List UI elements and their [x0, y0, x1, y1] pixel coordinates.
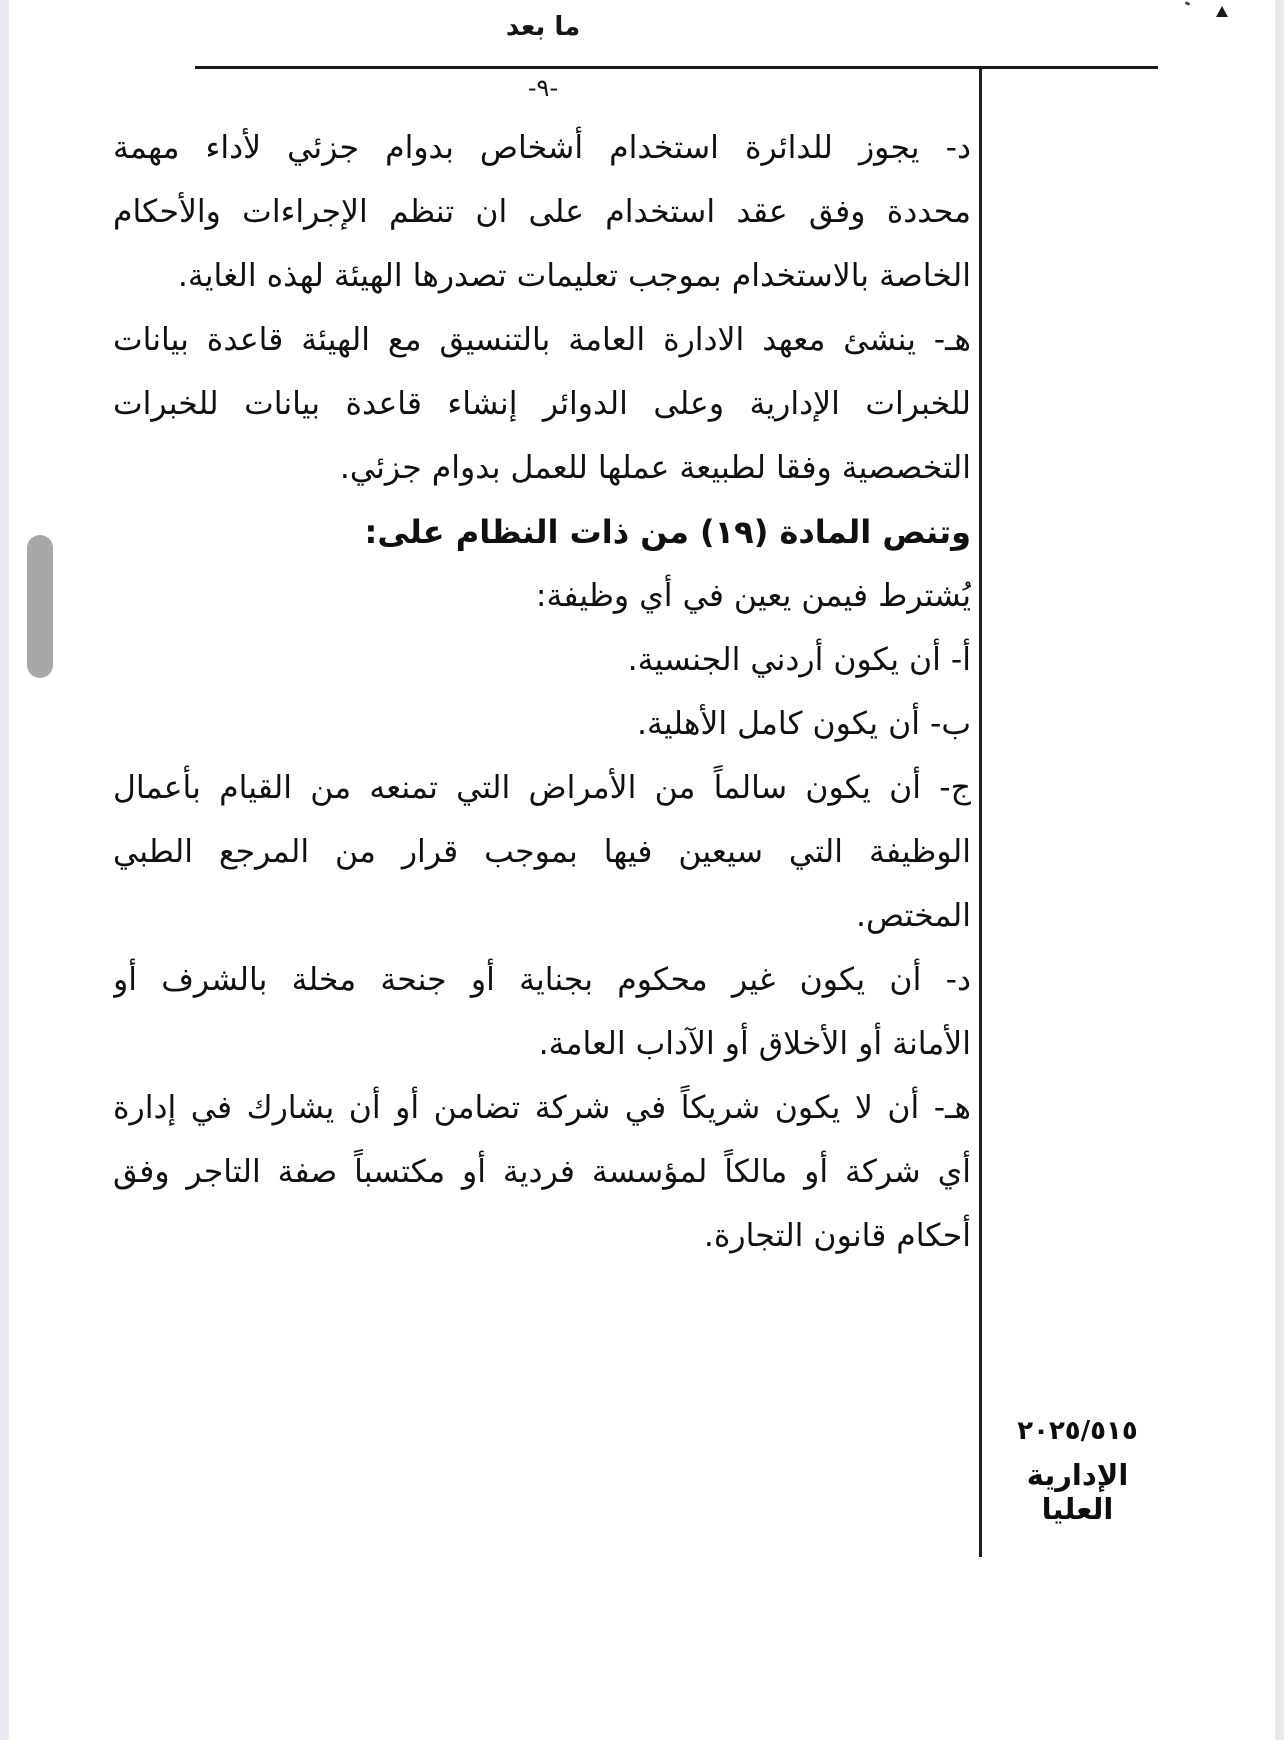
text-line: ج- أن يكون سالماً من الأمراض التي تمنعه من القيام بأعمال	[113, 770, 971, 806]
margin-rule	[979, 67, 982, 1557]
text-line: محددة وفق عقد استخدام على ان تنظم الإجراءات والأحكام	[113, 194, 971, 230]
scan-artifact-triangle	[1216, 6, 1228, 17]
header-rule	[195, 66, 1158, 69]
body-text	[113, 116, 971, 1268]
scan-artifact-dot	[1185, 1, 1191, 6]
page-number: -٩-	[527, 74, 559, 102]
scrollbar-thumb[interactable]	[27, 535, 53, 678]
text-line: هـ- ينشئ معهد الادارة العامة بالتنسيق مع الهيئة قاعدة بيانات	[113, 322, 971, 358]
text-line: د- يجوز للدائرة استخدام أشخاص بدوام جزئي لأداء مهمة	[113, 130, 971, 166]
text-line: يُشترط فيمن يعين في أي وظيفة:	[535, 578, 971, 614]
text-line: التخصصية وفقا لطبيعة عملها للعمل بدوام جزئي.	[339, 450, 971, 486]
article-heading: وتنص المادة (١٩) من ذات النظام على:	[364, 513, 971, 551]
text-line: د- أن يكون غير محكوم بجناية أو جنحة مخلة بالشرف أو	[113, 962, 971, 998]
text-line: الأمانة أو الأخلاق أو الآداب العامة.	[538, 1026, 971, 1062]
text-line: للخبرات الإدارية وعلى الدوائر إنشاء قاعدة بيانات للخبرات	[113, 386, 971, 422]
text-line: الخاصة بالاستخدام بموجب تعليمات تصدرها الهيئة لهذه الغاية.	[177, 258, 971, 294]
court-name-stamp: الإدارية العليا	[1026, 1458, 1129, 1526]
text-line: أحكام قانون التجارة.	[703, 1218, 971, 1254]
text-line: ب- أن يكون كامل الأهلية.	[636, 706, 971, 742]
text-line: المختص.	[855, 898, 971, 934]
page-edge-left	[0, 0, 9, 1740]
text-line: أ- أن يكون أردني الجنسية.	[627, 642, 971, 678]
case-number-stamp: ٢٠٢٥/٥١٥	[1017, 1416, 1138, 1446]
header-note: ما بعد	[505, 12, 581, 42]
page-edge-right	[1275, 0, 1284, 1740]
text-line: الوظيفة التي سيعين فيها بموجب قرار من المرجع الطبي	[113, 834, 971, 870]
text-line: هـ- أن لا يكون شريكاً في شركة تضامن أو أن يشارك في إدارة	[113, 1090, 971, 1126]
text-line: أي شركة أو مالكاً لمؤسسة فردية أو مكتسباً صفة التاجر وفق	[113, 1154, 971, 1190]
